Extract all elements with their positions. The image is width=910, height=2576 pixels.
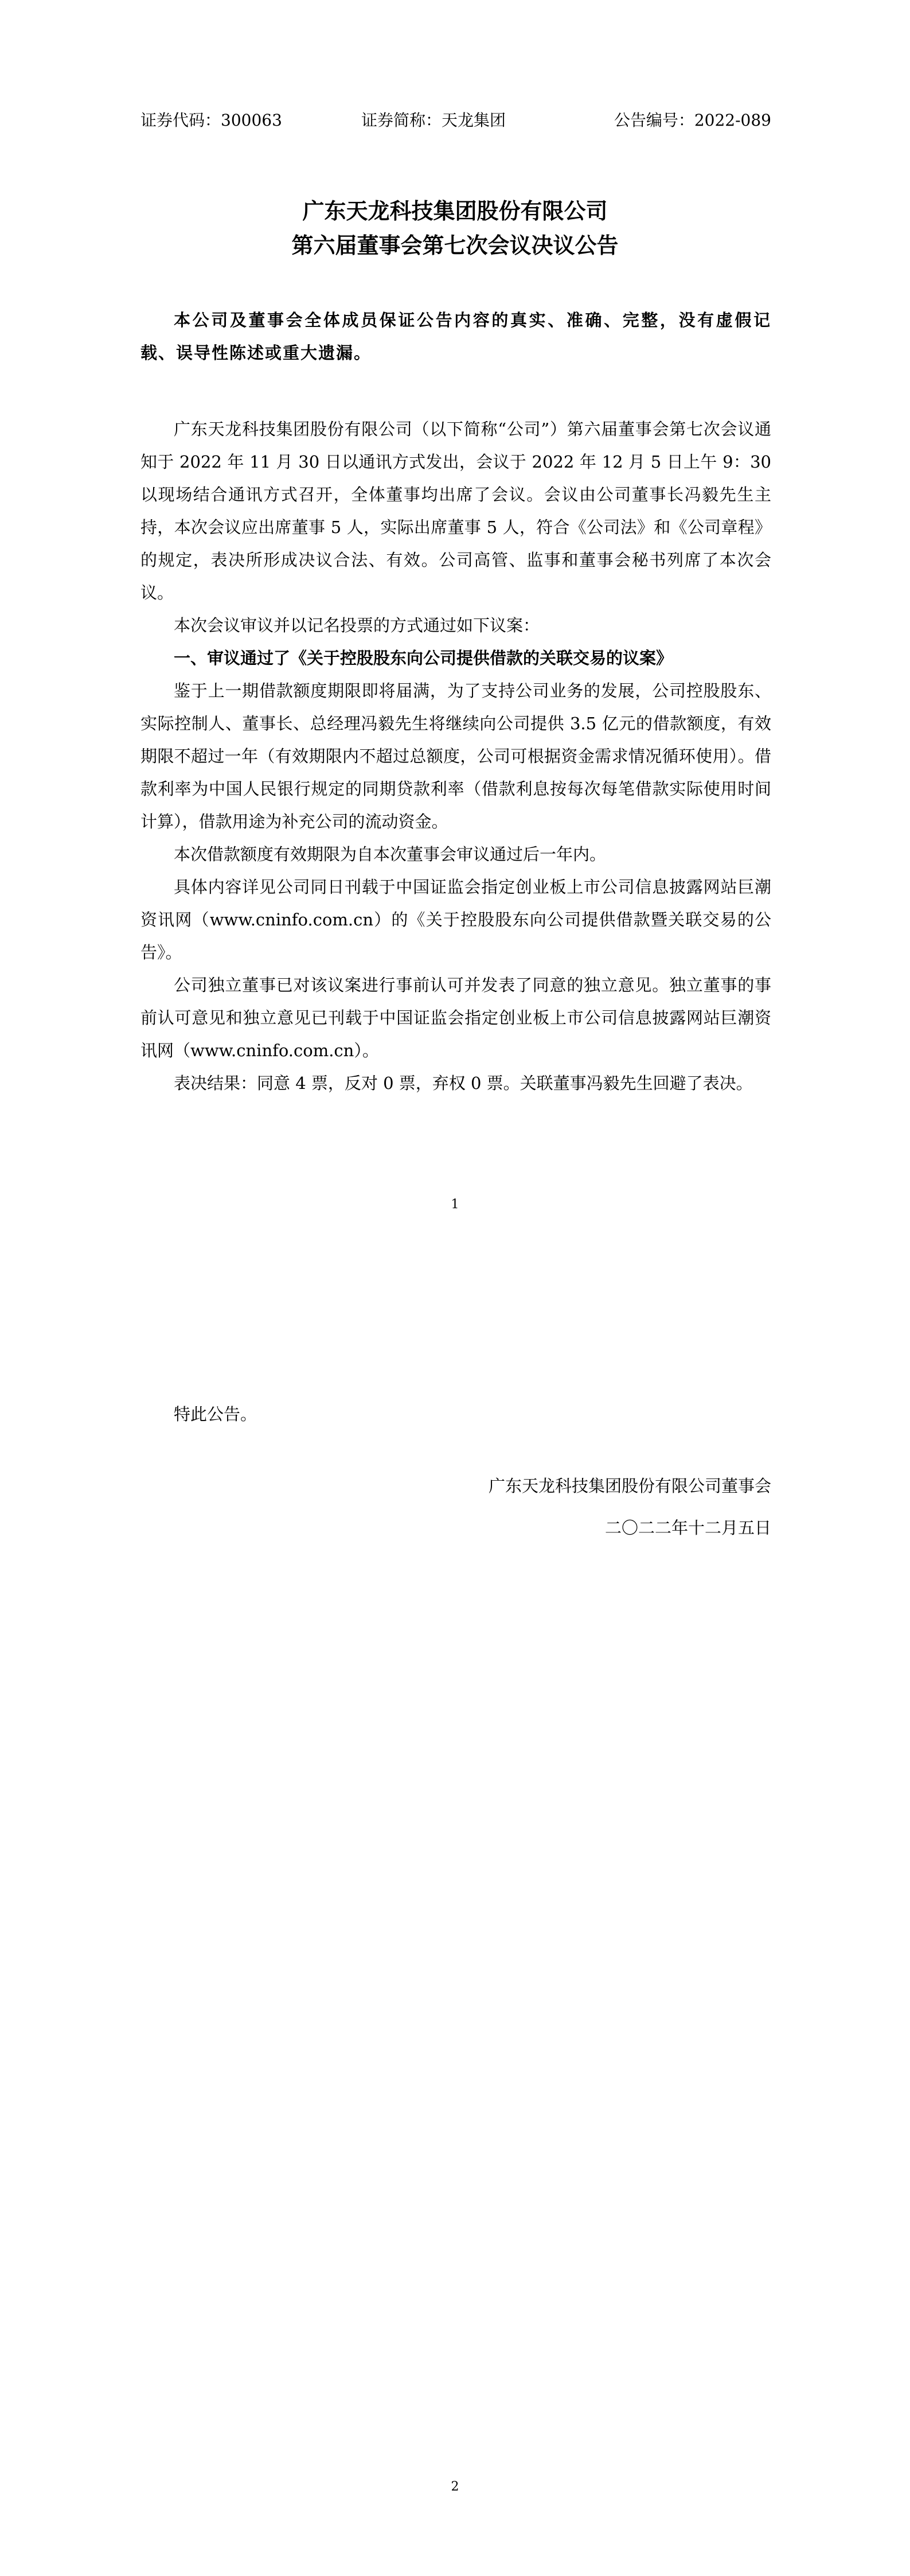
title-company: 广东天龙科技集团股份有限公司 [302,199,608,224]
page-number: 2 [451,2480,459,2494]
title-announcement: 第六届董事会第七次会议决议公告 [291,233,619,258]
closing-statement: 特此公告。 [174,1404,257,1424]
paragraph-reference: 具体内容详见公司同日刊载于中国证监会指定创业板上市公司信息披露网站巨潮资讯网（www.cninfo.com.cn）的《关于控股股东向公司提供借款暨关联交易的公告》。 [140,877,771,962]
paragraph-vote-result: 表决结果：同意 4 票，反对 0 票，弃权 0 票。关联董事冯毅先生回避了表决。 [174,1073,753,1093]
paragraph-meeting-info: 广东天龙科技集团股份有限公司（以下简称“公司”）第六届董事会第七次会议通知于 2022 年 11 月 30 日以通讯方式发出，会议于 2022 年 12 月 5 日上午 9：30 以现场结合通讯方式召开，全体董事均出席了会议。会议由公司董事长冯毅先生主持，本次会议应出席董事 5 人，实际出席董事 5 人，符合《公司法》和《公司章程》的规定，表决所形成决议合法、有效。公司高管、监事和董事会秘书列席了本次会议。 [140,419,771,602]
page-2 [0,1288,910,2576]
declaration [140,304,771,369]
stock-short-name: 证券简称：天龙集团 [361,111,506,130]
paragraph-voting-intro: 本次会议审议并以记名投票的方式通过如下议案： [174,616,540,635]
declaration-text: 本公司及董事会全体成员保证公告内容的真实、准确、完整，没有虚假记载、误导性陈述或重大遗漏。 [140,310,771,363]
paragraph-independent-opinion: 公司独立董事已对该议案进行事前认可并发表了同意的独立意见。独立董事的事前认可意见和独立意见已刊载于中国证监会指定创业板上市公司信息披露网站巨潮资讯网（www.cninfo.com.cn）。 [140,975,771,1060]
announcement-number: 公告编号：2022-089 [614,111,771,130]
main-body [140,413,771,1100]
signer-company: 广东天龙科技集团股份有限公司董事会 [488,1476,771,1496]
paragraph-validity: 本次借款额度有效期限为自本次董事会审议通过后一年内。 [174,845,607,864]
paragraph-loan-details: 鉴于上一期借款额度期限即将届满，为了支持公司业务的发展，公司控股股东、实际控制人、董事长、总经理冯毅先生将继续向公司提供 3.5 亿元的借款额度，有效期限不超过一年（有效期限内不超过总额度，公司可根据资金需求情况循环使用）。借款利率为中国人民银行规定的同期贷款利率（借款利息按每次每笔借款实际使用时间计算），借款用途为补充公司的流动资金。 [140,681,771,831]
page-number: 1 [451,1197,459,1212]
stock-code: 证券代码：300063 [140,111,282,130]
signer-date: 二〇二二年十二月五日 [604,1518,771,1538]
document-header [140,109,771,132]
proposal-heading: 一、审议通过了《关于控股股东向公司提供借款的关联交易的议案》 [174,648,673,668]
